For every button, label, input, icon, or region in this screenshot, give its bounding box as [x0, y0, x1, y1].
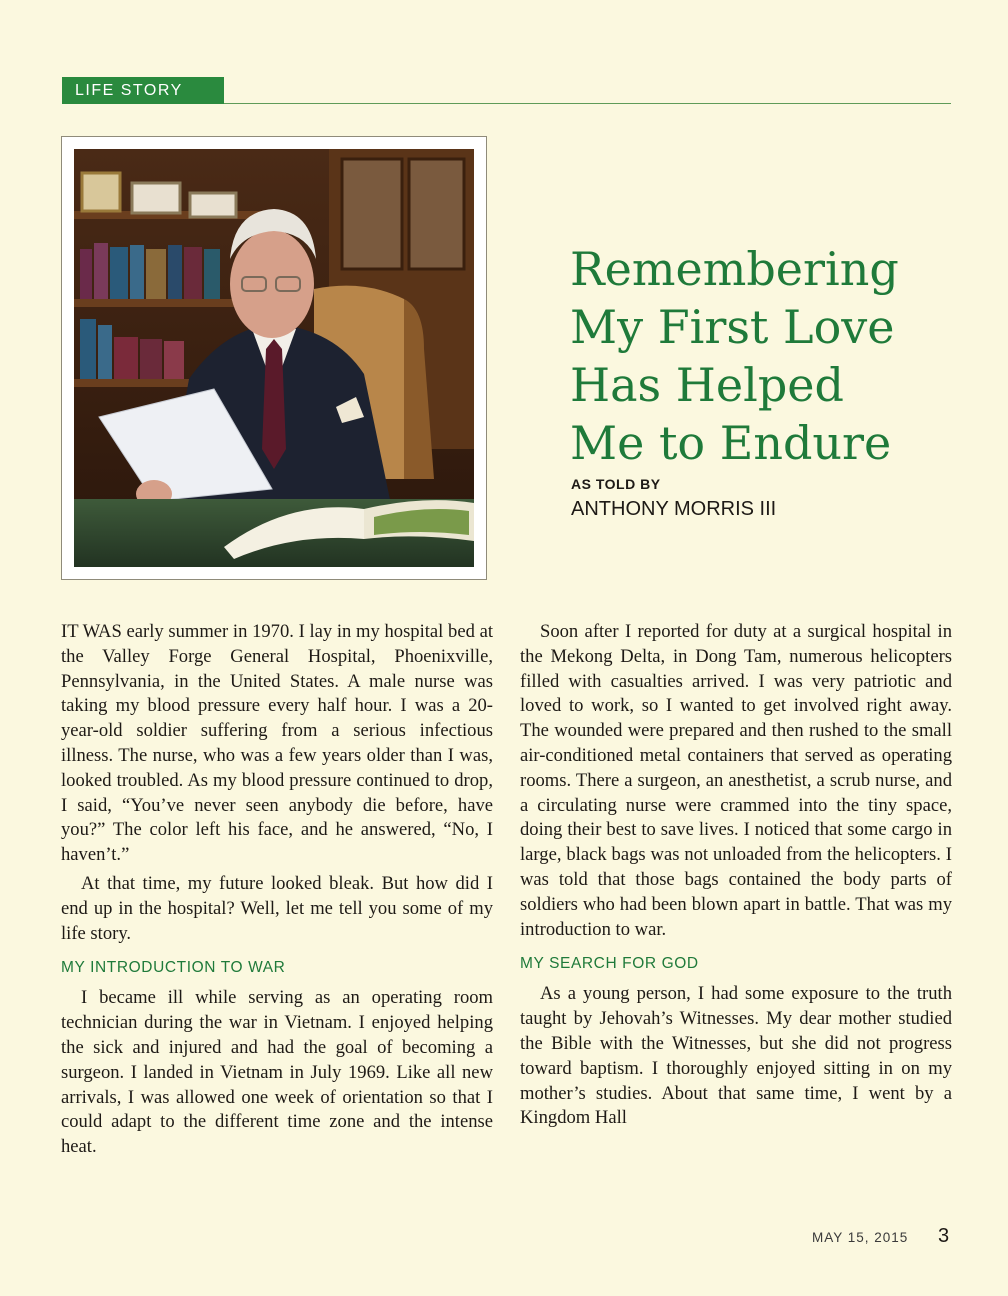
- section-rule: [224, 103, 951, 104]
- byline-name: ANTHONY MORRIS III: [571, 498, 777, 520]
- article-title: [570, 240, 970, 472]
- subhead: MY SEARCH FOR GOD: [520, 955, 699, 973]
- title-line: Remembering: [570, 242, 899, 296]
- title-line: My First Love: [570, 300, 895, 354]
- author-photo: [74, 149, 474, 567]
- title-line: Me to Endure: [570, 416, 892, 470]
- photo-frame: [61, 136, 487, 580]
- paragraph: As a young person, I had some exposure to the truth taught by Jehovah’s Witnesses. My dear mother studied the Bible with the Witnesses, but she did not progress toward baptism. I thoroughly enjoyed sitting in on my mother’s studies. About that same time, I went by a Kingdom Hall: [520, 983, 952, 1129]
- paragraph: At that time, my future looked bleak. But how did I end up in the hospital? Well, let me tell you some of my life story.: [61, 872, 493, 944]
- right-column: [520, 620, 952, 1131]
- issue-date: MAY 15, 2015: [812, 1230, 909, 1245]
- section-tag: LIFE STORY: [62, 77, 224, 104]
- byline-label: AS TOLD BY: [571, 476, 661, 492]
- page-number: 3: [938, 1225, 950, 1247]
- paragraph: IT WAS early summer in 1970. I lay in my hospital bed at the Valley Forge General Hospital, Phoenixville, Pennsylvania, in the United States. A male nurse was taking my blood pressure every half hour. I was a 20-year-old soldier suffering from a serious infectious illness. The nurse, who was a few years older than I was, looked troubled. As my blood pressure continued to drop, I said, “You’ve never seen anybody die before, have you?” The color left his face, and he answered, “No, I haven’t.”: [61, 621, 493, 866]
- subhead: MY INTRODUCTION TO WAR: [61, 959, 286, 977]
- paragraph: Soon after I reported for duty at a surgical hospital in the Mekong Delta, in Dong Tam, numerous helicopters filled with casualties arrived. I was very patriotic and loved to work, so I wanted to get involved right away. The wounded were prepared and then rushed to the small air-conditioned metal containers that served as operating rooms. There a surgeon, an anesthetist, a scrub nurse, and a circulating nurse were crammed into the tiny space, doing their best to save lives. I noticed that some cargo in large, black bags was not unloaded from the helicopters. I was told that those bags contained the body parts of soldiers who had been blown apart in battle. That was my introduction to war.: [520, 621, 952, 940]
- title-line: Has Helped: [570, 358, 844, 412]
- left-column: [61, 620, 493, 1160]
- paragraph: I became ill while serving as an operating room technician during the war in Vietnam. I enjoyed helping the sick and injured and had the goal of becoming a surgeon. I landed in Vietnam in July 1969. Like all new arrivals, I was allowed one week of orientation so that I could adapt to the different time zone and the intense heat.: [61, 987, 493, 1158]
